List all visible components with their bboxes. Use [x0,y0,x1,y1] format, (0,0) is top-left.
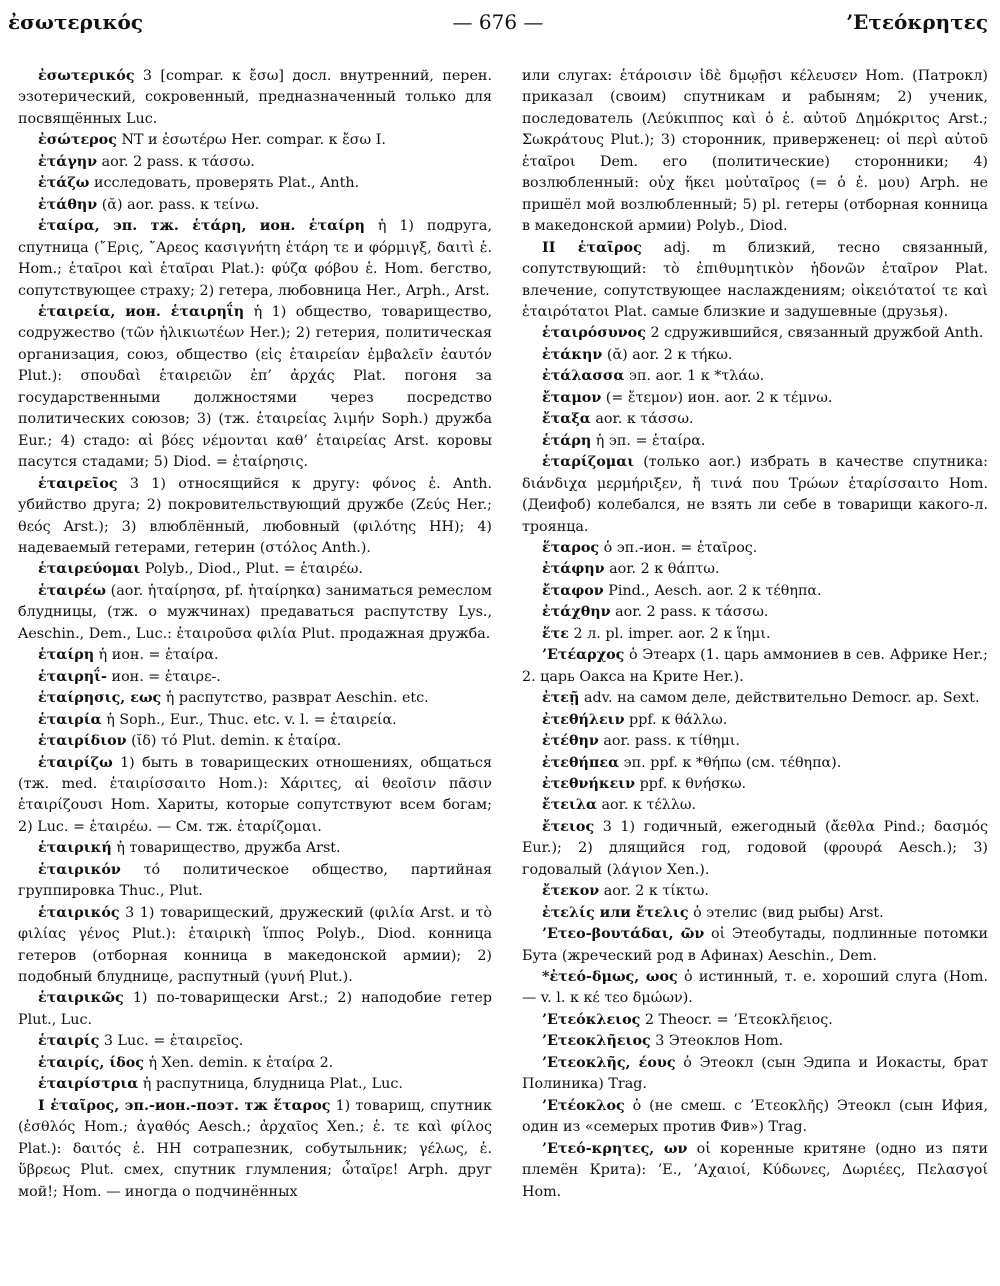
dictionary-entry [18,838,492,859]
entry-headword: ἐτεῇ [542,690,580,707]
dictionary-entry [522,345,988,366]
entry-headword: II ἑταῖρος [542,239,642,256]
entry-headword: ἕταρος [542,539,600,556]
entry-definition: или слугах: ἑτάροισιν ἰδὲ δμῳῇσι κέλευσεν Hom. (Патрокл) приказал (своим) спутникам и рабыням; 2) ученик, последователь (Λεύκιππος καὶ ὁ ἑ. αὐτοῦ Δημόκριτος Arst.; Σωκράτους Plut.); 3) сторонник, приверженец: οἱ περὶ αὐτοῦ ἑταῖροι Dem. его (политические) сторонники; 4) возлюбленный: οὐχ ἥκει μοὐταῖρος (= ὁ ἑ. μου) Arph. не пришёл мой возлюбленный; 5) pl. гетеры (отборная конница в македонской армии) Polyb., Diod. [522,68,988,235]
entry-definition: τό политическое общество, партийная группировка Thuc., Plut. [18,861,492,900]
header-first-headword: ἐσωτερικός [8,10,144,34]
entry-headword: ’Ετέοκλος [542,1097,625,1114]
entry-definition: (только aor.) избрать в качестве спутника: διάνδιχα μερμήριξεν, ἤ τινά που Τρώων ἑταρίσσαιτο Hom. (Деифоб) колебался, не взять ли себе в товарищи какого-л. троянца. [522,454,988,535]
entry-definition: aor. 2 к θάπτω. [604,561,720,578]
dictionary-entry [522,795,988,816]
dictionary-entry [522,581,988,602]
entry-definition: ὁ (не смеш. с ’Ετεοκλῆς) Этеокл (сын Ифия, один из «семерых против Фив») Trag. [522,1097,988,1136]
entry-definition: 3 1) товарищеский, дружеский (φιλία Arst. и τὸ φιλίας γένος Plut.): ἑταιρικὴ ἵππος Polyb., Diod. конница гетеров (отборная конница в македонской армии); 2) подобный блуднице, распутный (γυνή Plut.). [18,904,492,986]
entry-headword: ἑταιρικόν [38,861,121,878]
entry-headword: ἑταιρικῶς [38,990,124,1007]
entry-definition: (= ἔτεμον) ион. aor. 2 к τέμνω. [601,389,833,406]
entry-definition: 1) по-товарищески Arst.; 2) наподобие гетер Plut., Luc. [18,990,492,1028]
entry-definition: ἡ 1) подруга, спутница (῎Ερις, ῎Αρεος κασιγνήτη ἑτάρη τε и φόρμιγξ, δαιτὶ ἑ. Hom.; ἑταῖροι καὶ ἑταῖραι Plat.): φύζα φόβου ἑ. Hom. бегство, сопутствующее страху; 2) гетера, любовница Her., Arph., Arst. [18,218,492,299]
dictionary-entry [18,903,492,989]
entry-definition: ион. = ἑταιρε-. [107,668,221,685]
entry-definition: aor. 2 pass. к τάσσω. [97,153,255,170]
dictionary-entry [522,753,988,774]
entry-definition: ἡ Xen. demin. к ἑταίρα 2. [144,1054,334,1071]
dictionary-entry [18,731,492,752]
entry-definition: (ῐδ) τό Plut. demin. к ἑταίρα. [126,733,342,750]
dictionary-entry [522,409,988,430]
entry-headword: ἑταιρία [38,711,102,728]
entry-headword: ἐτάθην [38,196,98,213]
entry-definition: ppf. к θνήσκω. [635,775,747,792]
dictionary-entry [18,559,492,580]
entry-definition: ἡ 1) общество, товарищество, содружество (τῶν ἡλικιωτέων Her.); 2) гетерия, политическая организация, союз, общество (εἰς ἑταιρείαν ἐμβαλεῖν ἑαυτόν Plut.): σπουδαὶ ἑταιρειῶν ἐπ’ ἀρχάς Plat. погоня за государственными должностями через посредство политических союзов; 3) (тж. ἑταιρείας λιμήν Soph.) дружба Eur.; 4) стадо: αἱ βόες νέμονται καθ’ ἑταιρείας Arst. коровы пасутся стадами; 5) Diod. = ἑταίρησις. [18,303,492,471]
dictionary-entry [18,753,492,839]
entry-headword: ἑταιρίδιον [38,733,127,750]
entry-headword: ἔταξα [542,411,591,428]
dictionary-entry [522,602,988,623]
dictionary-entry [18,195,492,216]
entry-headword: ’Ετεοκλῆειος [542,1033,651,1050]
entry-headword: ἑταιρικός [38,904,120,921]
dictionary-entry [522,645,988,688]
dictionary-entry [18,645,492,666]
dictionary-entry [522,881,988,902]
entry-headword: ἑταιρηΐ- [38,668,107,685]
dictionary-entry [522,903,988,924]
dictionary-entry [522,1010,988,1031]
entry-definition: adj. m близкий, тесно связанный, сопутствующий: τὸ ἐπιθυμητικὸν ἡδονῶν ἑταῖρον Plat. влечение, сопутствующее наслаждениям; οἰκειότατοί τε καὶ ἑταιρότατοι Plat. самые близкие и задушевные (друзья). [522,239,988,320]
entry-definition: ἡ распутница, блудница Plat., Luc. [138,1076,403,1093]
dictionary-entry [522,559,988,580]
entry-headword: ἑταιρέω [38,582,107,599]
page-number: — 676 — [452,10,544,34]
dictionary-entry [18,1096,492,1203]
entry-definition: 1) товарищ, спутник (ἐσθλός Hom.; ἀγαθός Aesch.; ἀρχαῖος Xen.; ἑ. τε καὶ φίλος Plat.): δαιτός ἑ. HH сотрапезник, собутыльник; γέλως, ἑ. ὕβρεως Plut. смех, спутник глумления; ὦταῖρε! Arph. друг мой!; Hom. — иногда о подчинённых [18,1097,492,1200]
dictionary-entry [522,452,988,538]
dictionary-entry [18,860,492,903]
entry-headword: ἐτάχθην [542,604,611,621]
dictionary-entry [18,988,492,1031]
entry-headword: ἐτάκην [542,346,603,363]
entry-definition: aor. к τάσσω. [590,411,694,428]
entry-definition: 3 Этеоклов Hom. [650,1033,784,1050]
entry-headword: ’Ετεο-βουτάδαι, ῶν [542,926,705,943]
entry-headword: ἑταίρησις, εως [38,690,162,707]
entry-definition: Pind., Aesch. aor. 2 к τέθηπα. [603,582,822,599]
entry-definition: (aor. ἡταίρησα, pf. ἡταίρηκα) заниматься ремеслом блудницы, (тж. о мужчинах) предаваться распутству Lys., Aeschin., Dem., Luc.: ἑταιροῦσα φιλία Plut. продажная дружба. [18,582,492,642]
entry-definition: aor. 2 к τίκτω. [599,883,709,900]
entry-definition: ὁ Этеокл (сын Эдипа и Иокасты, брат Полиника) Trag. [522,1054,988,1093]
entry-headword: ἐτεθήπεα [542,754,620,771]
entry-headword: ἔτειος [542,818,595,835]
entry-headword: ἑταιρίστρια [38,1076,139,1093]
entry-headword: ἐσώτερος [38,132,117,149]
entry-definition: 2 Theocr. = ’Ετεοκλῆειος. [640,1011,833,1028]
entry-headword: ἑταίρα, эп. тж. ἑτάρη, ион. ἑταίρη [38,218,365,235]
entry-definition: 1) быть в товарищеских отношениях, общаться (тж. med. ἑταιρίσσαιτο Hom.): Χάριτες, αἱ θεοῖσιν πᾶσιν ἑταιρίζουσι Hom. Хариты, которые сопутствуют всем богам; 2) Luc. = ἑταιρέω. — См. тж. ἑταρίζομαι. [18,754,492,835]
entry-definition: adv. на самом деле, действительно Democr. ap. Sext. [579,690,980,707]
entry-definition: ὁ эп.-ион. = ἑταῖρος. [599,539,758,556]
dictionary-entry [522,710,988,731]
entry-definition: ἡ распутство, разврат Aeschin. etc. [161,690,429,707]
dictionary-entry [522,774,988,795]
dictionary-entry [522,538,988,559]
dictionary-entry [522,1096,988,1139]
entry-headword: ἑταιρική [38,840,112,857]
dictionary-entry [18,152,492,173]
dictionary-entry [18,474,492,560]
page-header [8,4,988,38]
entry-headword: ἑταιρεία, ион. ἑταιρηΐη [38,303,245,320]
dictionary-entry [522,967,988,1010]
entry-headword: ἑταρίζομαι [542,454,635,471]
dictionary-entry [18,688,492,709]
entry-headword: ἑταιρίς, ίδος [38,1054,145,1071]
entry-definition: ppf. к θάλλω. [624,711,728,728]
entry-definition: οἱ коренные критяне (одно из пяти племён Крита): ’Ε., ’Αχαιοί, Κύδωνες, Δωριέες, Πελασγοί Hom. [522,1140,988,1200]
dictionary-entry [522,731,988,752]
entry-headword: ἐτάλασσα [542,368,625,385]
entry-headword: ἑταιρίζω [38,754,113,771]
entry-headword: ’Ετεόκλειος [542,1011,641,1028]
entry-headword: ἐτάγην [38,153,98,170]
entry-headword: ἐτέθην [542,733,599,750]
entry-headword: ἔτεκον [542,883,600,900]
dictionary-entry [522,1053,988,1096]
right-column [522,66,988,1203]
entry-headword: ἔτειλα [542,797,597,814]
dictionary-entry [522,817,988,881]
entry-headword: ’Ετέαρχος [542,647,625,664]
entry-definition: Polyb., Diod., Plut. = ἑταιρέω. [140,561,363,578]
entry-headword: ἑταιρόσυνος [542,325,646,342]
entry-definition: aor. pass. к τίθημι. [598,733,740,750]
entry-definition: ὁ этелис (вид рыбы) Arst. [688,904,884,921]
dictionary-entry [18,1074,492,1095]
entry-headword: ἑταιρίς [38,1033,100,1050]
dictionary-entry [522,1139,988,1203]
entry-headword: ’Ετεό-κρητες, ων [542,1140,688,1157]
dictionary-entry [18,1031,492,1052]
entry-headword: ἐσωτερικός [38,68,135,84]
entry-headword: ἑταιρεῖος [38,475,118,492]
entry-headword: I ἑταῖρος, эп.-ион.-поэт. тж ἕταρος [38,1097,331,1114]
entry-definition: исследовать, проверять Plat., Anth. [89,175,360,192]
dictionary-entry [522,431,988,452]
entry-definition: ἡ Soph., Eur., Thuc. etc. v. l. = ἑταιρεία. [101,711,397,728]
dictionary-entry [18,66,492,130]
entry-definition: aor. к τέλλω. [596,797,697,814]
entry-definition: 3 Luc. = ἑταιρεῖος. [99,1033,244,1050]
entry-headword: ἑταίρη [38,647,95,664]
entry-definition: ἡ эп. = ἑταίρα. [591,432,706,449]
entry-headword: ἑταιρεύομαι [38,561,141,578]
entry-definition: ἡ товарищество, дружба Arst. [111,840,341,857]
dictionary-entry [18,667,492,688]
entry-headword: ἐτάφην [542,561,605,578]
dictionary-entry [522,238,988,324]
entry-headword: ’Ετεοκλῆς, έους [542,1054,676,1071]
entry-headword: ἔταφον [542,582,604,599]
entry-definition: ὁ Этеарх (1. царь аммониев в сев. Африке Her.; 2. царь Оакса на Крите Her.). [522,647,988,685]
header-last-headword: ’Ετεόκρητες [846,10,988,34]
entry-headword: ἔταμον [542,389,602,406]
entry-headword: ἕτε [542,625,570,642]
entry-definition: эп. aor. 1 к *τλάω. [624,368,765,385]
dictionary-entry [18,302,492,474]
dictionary-entry [18,173,492,194]
dictionary-entry [18,1053,492,1074]
entry-headword: ἐτάζω [38,175,90,192]
dictionary-entry [18,216,492,302]
dictionary-entry [18,130,492,151]
entry-definition: 2 л. pl. imper. aor. 2 к ἵημι. [569,625,771,642]
dictionary-entry [522,1031,988,1052]
entry-headword: *ἐτεό-δμως, ωος [542,969,678,986]
entry-headword: ἐτεθνήκειν [542,775,636,792]
dictionary-entry [522,924,988,967]
dictionary-entry [522,323,988,344]
entry-definition: (ᾰ) aor. pass. к τείνω. [97,196,260,213]
dictionary-entry [522,366,988,387]
dictionary-entry [522,688,988,709]
entry-definition: 3 1) годичный, ежегодный (ἄεθλα Pind.; δασμός Eur.); 2) длящийся год, годовой (φρουρά Aesch.); 3) годовалый (λάγιον Xen.). [522,818,988,878]
entry-definition: οἱ Этеобутады, подлинные потомки Бута (жреческий род в Афинах) Aeschin., Dem. [522,926,988,964]
dictionary-entry [18,710,492,731]
entry-definition: (ᾰ) aor. 2 к τήκω. [602,346,733,363]
entry-definition: NT и ἐσωτέρω Her. compar. к ἔσω I. [116,132,386,149]
entry-definition: aor. 2 pass. к τάσσω. [610,604,769,621]
entry-headword: ἐτελίς или ἔτελις [542,904,689,921]
entry-definition: 3 1) относящийся к другу: φόνος ἑ. Anth. убийство друга; 2) покровительствующий дружбе (Ζεύς Her.; θεός Arst.); 3) влюблённый, любовный (φιλότης HH); 4) надеваемый гетерами, гетерин (στόλος Anth.). [18,475,492,556]
dictionary-entry [522,388,988,409]
dictionary-entry [18,581,492,645]
entry-headword: ἐτεθήλειν [542,711,625,728]
entry-definition: эп. ppf. к *θήπω (см. τέθηπα). [619,754,842,771]
dictionary-entry [522,624,988,645]
entry-definition: ὁ истинный, т. е. хороший слуга (Hom. — v. l. к κέ τεο δμώων). [522,969,988,1007]
entry-definition: 2 сдружившийся, связанный дружбой Anth. [645,325,984,342]
entry-headword: ἑτάρη [542,432,592,449]
entry-definition: 3 [compar. к ἔσω] досл. внутренний, перен. эзотерический, сокровенный, предназначенный только для посвящённых Luc. [18,68,492,127]
dictionary-entry [522,66,988,238]
entry-definition: ἡ ион. = ἑταίρα. [94,647,219,664]
left-column [18,66,492,1203]
